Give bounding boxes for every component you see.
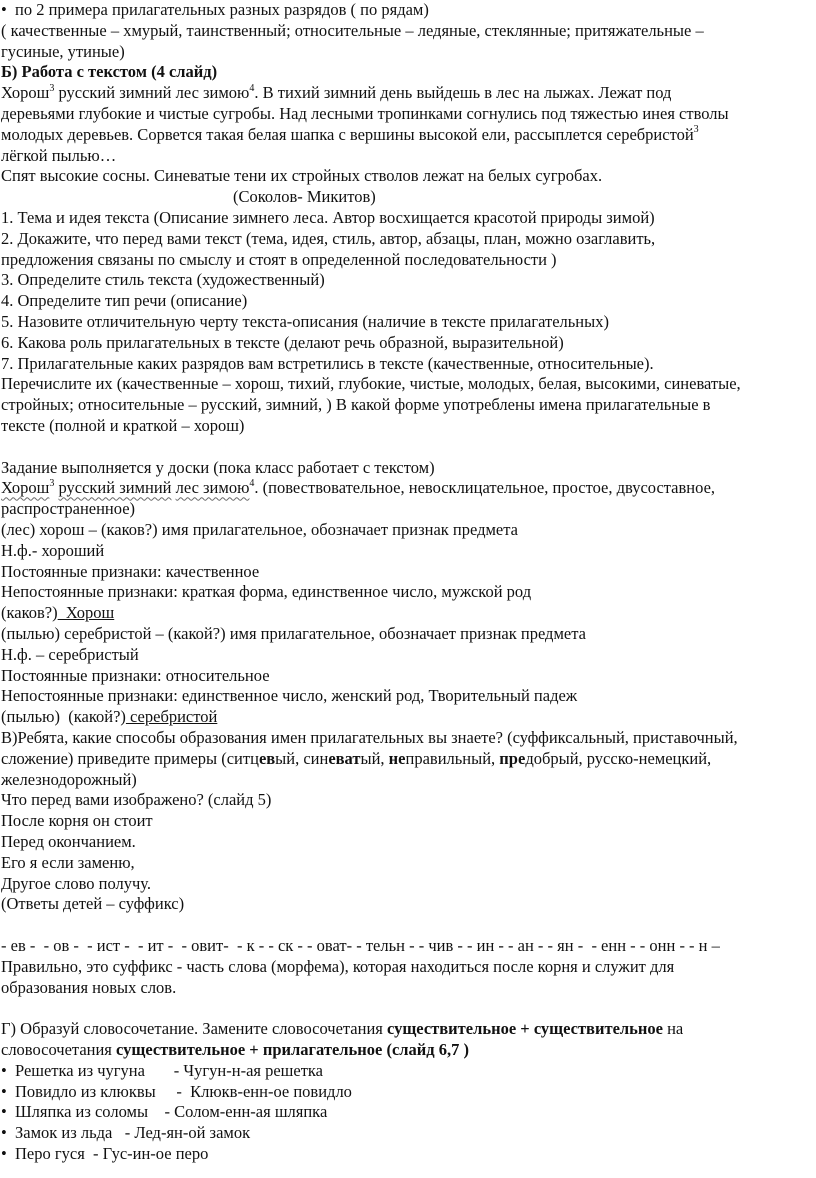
text-line: Правильно, это суффикс - часть слова (морфема), которая находиться после корня и служит для (1, 956, 675, 976)
list-item: 3. Определите стиль текста (художественный) (1, 270, 325, 290)
text-line: Перечислите их (качественные – хорош, тихий, глубокие, чистые, молодых, белая, высокими, синеватые, (1, 374, 741, 394)
subject-words: лес зимою (175, 478, 250, 498)
list-item: • Повидло из клюквы - Клюкв-енн-ое повидло (1, 1081, 352, 1101)
bullet-icon: • (1, 1102, 7, 1122)
section-heading: Б) Работа с текстом (4 слайд) (1, 62, 218, 82)
text-line: Постоянные признаки: относительное (1, 665, 270, 685)
list-item: 5. Назовите отличительную черту текста-описания (наличие в тексте прилагательных) (1, 312, 609, 331)
text-line: (каков?) Хорош (1, 603, 115, 623)
bullet-icon: • (1, 0, 7, 19)
text-line: Задание выполняется у доски (пока класс работает с текстом) (1, 457, 435, 477)
bullet-icon: • (1, 1123, 7, 1143)
text-line: • по 2 примера прилагательных разных разрядов ( по рядам) (1, 0, 429, 19)
text-line: Н.ф. – серебристый (1, 644, 139, 664)
text-line: распространенное) (1, 499, 136, 519)
section-heading: Г) Образуй словосочетание. Замените словосочетания существительное + существительное на (1, 1019, 684, 1039)
list-item: • Перо гуся - Гус-ин-ое перо (1, 1144, 209, 1163)
text-line: Спят высокие сосны. Синеватые тени их стройных стволов лежат на белых сугробах. (1, 166, 603, 186)
author-attribution: (Соколов- Микитов) (233, 187, 376, 207)
poem-line: Его я если заменю, (1, 852, 135, 872)
list-item: • Решетка из чугуна - Чугун-н-ая решетка (1, 1060, 324, 1080)
text-line: гусиные, утиные) (1, 41, 125, 61)
list-item: • Шляпка из соломы - Солом-енн-ая шляпка (1, 1102, 328, 1122)
list-item: 6. Какова роль прилагательных в тексте (делают речь образной, выразительной) (1, 332, 564, 352)
list-item: 4. Определите тип речи (описание) (1, 291, 248, 311)
text-line: сложение) приведите примеры (ситцевый, синеватый, неправильный, предобрый, русско-немецкий, (1, 748, 712, 768)
text-line: лёгкой пылью… (1, 145, 117, 165)
poem-line: Перед окончанием. (1, 832, 136, 851)
list-item: 2. Докажите, что перед вами текст (тема, идея, стиль, автор, абзацы, план, можно озаглавить, (1, 228, 656, 248)
text-line: Непостоянные признаки: краткая форма, единственное число, мужской род (1, 582, 532, 602)
text-line: тексте (полной и краткой – хорош) (1, 416, 245, 435)
list-item: • Замок из льда - Лед-ян-ой замок (1, 1123, 251, 1143)
bullet-icon: • (1, 1060, 7, 1080)
text-line: Хорош$^3$ русский зимний лес зимою$^4$. В тихий зимний день выйдешь в лес на лыжах. Лежат под (1, 82, 672, 103)
text-line: стройных; относительные – русский, зимний, ) В какой форме употреблены имена прилагательные в (1, 395, 711, 415)
text-line: словосочетания существительное + прилагательное (слайд 6,7 ) (1, 1040, 470, 1059)
text-line: Непостоянные признаки: единственное число, женский род, Творительный падеж (1, 686, 578, 706)
predicate: Хорош (1, 478, 50, 498)
list-item-continuation: предложения связаны по смыслу и стоят в определенной последовательности ) (1, 249, 557, 269)
poem-line: После корня он стоит (1, 811, 153, 831)
text-line: (пылью) серебристой – (какой?) имя прилагательное, обозначает признак предмета (1, 624, 586, 643)
text-line: Постоянные признаки: качественное (1, 561, 260, 581)
bullet-icon: • (1, 1081, 7, 1101)
text-line: ( качественные – хмурый, таинственный; относительные – ледяные, стеклянные; притяжательные – (1, 20, 704, 40)
text-line: железнодорожный) (1, 769, 137, 789)
bullet-icon: • (1, 1144, 7, 1163)
text-line: (Ответы детей – суффикс) (1, 894, 185, 914)
attribute-words: русский зимний (58, 478, 172, 498)
text-line: образования новых слов. (1, 977, 177, 997)
text-line: Н.ф.- хороший (1, 540, 105, 560)
list-item: 1. Тема и идея текста (Описание зимнего леса. Автор восхищается красотой природы зимой) (1, 208, 655, 227)
text-line: (пылью) (какой?) серебристой (1, 707, 218, 727)
list-item: 7. Прилагательные каких разрядов вам встретились в тексте (качественные, относительные). (1, 353, 654, 373)
text-line: (лес) хорош – (каков?) имя прилагательное, обозначает признак предмета (1, 520, 518, 539)
text-line: деревьями глубокие и чистые сугробы. Над лесными тропинками согнулись под тяжестью инея стволы (1, 104, 729, 123)
text-line: молодых деревьев. Сорвется такая белая шапка с вершины высокой ели, рассыплется серебристой$^3$ (1, 124, 699, 144)
parsed-sentence: Хорош$^3$ русский зимний лес зимою$^4$. (повествовательное, невосклицательное, простое, двусоставное, (1, 477, 716, 498)
poem-line: Другое слово получу. (1, 873, 152, 893)
text-line: Что перед вами изображено? (слайд 5) (1, 790, 272, 810)
text-line: В)Ребята, какие способы образования имен прилагательных вы знаете? (суффиксальный, приставочный, (1, 728, 738, 747)
suffix-list: - ев - - ов - - ист - - ит - - овит- - к - - ск - - оват- - тельн - - чив - - ин - - ан - - ян - - енн - - онн - - н – (1, 936, 720, 955)
